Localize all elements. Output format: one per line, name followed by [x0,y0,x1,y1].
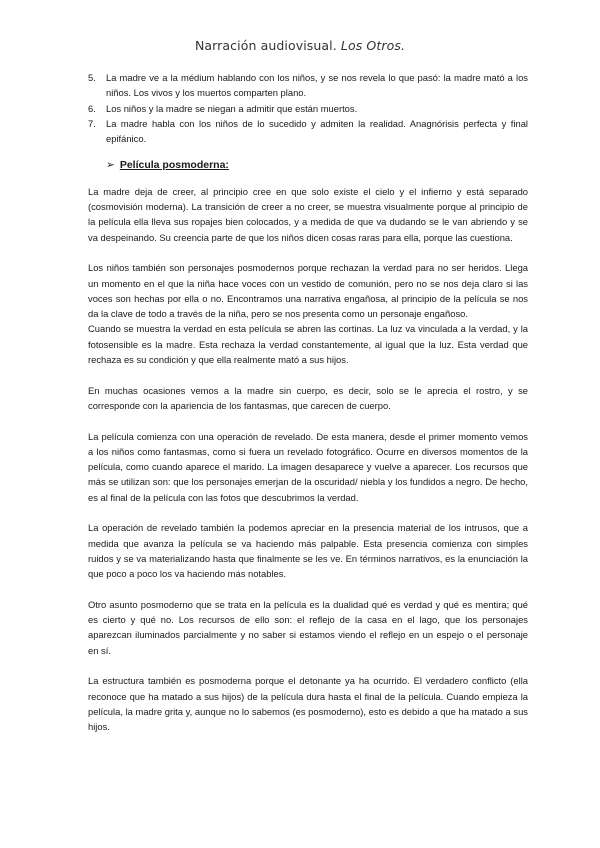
paragraph: Cuando se muestra la verdad en esta película se abren las cortinas. La luz va vinculada a la verdad, y la fotosensible es la madre. Esta rechaza la verdad constantemente, al igual que la luz. Esta verdad que rechaza es su condición y que ella realmente mató a sus hijos. [88,323,528,366]
page-header [0,38,600,53]
list-item [88,116,528,147]
paragraph: La madre deja de creer, al principio cree en que solo existe el cielo y el infierno y está separado (cosmovisión moderna). La transición de creer a no creer, se muestra visualmente porque al principio de la película ella lleva sus ropajes bien colocados, y a medida de que va dudando se le van abriendo y se va despeinando. Su creencia parte de que los niños dicen cosas raras para ella, porque las cuestiona. [88,185,528,243]
header-title-emphasis: Los Otros. [340,38,406,53]
list-number: 6. [88,102,96,114]
list-item [88,101,528,116]
paragraph: Los niños también son personajes posmodernos porque rechazan la verdad para no ser heridos. Llega un momento en el que la niña hace voces con un vestido de comunión, pero no se nos deja claro si las voces son hechas por ella o no. Encontramos una narrativa engañosa, al principio de la película se nos da la clave de todo a través de la niña, pero se nos presenta como un personaje engañoso. [88,262,528,320]
paragraph: La película comienza con una operación de revelado. De esta manera, desde el primer momento vemos a los niños como fantasmas, como si fuera un revelado fotográfico. Ocurre en diversos momentos de la película, como cuando aparece el marido. La imagen desaparece y vuelve a aparecer. Los recursos que más se utilizan son: que los personajes emerjan de la oscuridad/ niebla y los fundidos a negro. De hecho, es al final de la película con las fotos que descubrimos la verdad. [88,430,528,503]
numbered-list [88,70,528,146]
list-number: 7. [88,117,96,129]
document-body [88,70,528,750]
list-item [88,70,528,101]
list-text: La madre habla con los niños de lo sucedido y admiten la realidad. Anagnórisis perfecta y final epifánico. [106,117,528,145]
paragraph: La estructura también es posmoderna porque el detonante ya ha ocurrido. El verdadero conflicto (ella reconoce que ha matado a sus hijos) de la película dura hasta el final de la película. Cuando empieza la película, la madre grita y, aunque no lo sabemos (es posmoderno), esto es debido a que ha matado a sus hijos. [88,675,528,733]
list-text: Los niños y la madre se niegan a admitir que están muertos. [106,102,358,114]
paragraph: La operación de revelado también la podemos apreciar en la presencia material de los intrusos, que a medida que avanza la película se va haciendo más palpable. Esta presencia comienza con simples ruidos y se va materializando hasta que finalmente se les ve. En términos narrativos, es la enunciación la que poco a poco los va haciendo más notables. [88,522,528,580]
paragraph: En muchas ocasiones vemos a la madre sin cuerpo, es decir, solo se le aprecia el rostro, y se corresponde con la apariencia de los fantasmas, que carecen de cuerpo. [88,384,528,411]
paragraph: Otro asunto posmoderno que se trata en la película es la dualidad qué es verdad y qué es mentira; qué es cierto y qué no. Los recursos de ello son: el reflejo de la casa en el lago, que los personajes aparezcan iluminados parcialmente y no saber si estamos viendo el reflejo en un espejo o el personaje en sí. [88,598,528,656]
section-heading [88,158,528,173]
list-number: 5. [88,72,96,83]
section-heading-text: Película posmoderna: [119,159,229,172]
list-text: La madre ve a la médium hablando con los niños, y se nos revela lo que pasó: la madre mató a los niños. Los vivos y los muertos comparten plano. [106,72,528,99]
header-title: Narración audiovisual. [194,38,337,53]
arrow-bullet-icon: ➢ [106,159,115,172]
